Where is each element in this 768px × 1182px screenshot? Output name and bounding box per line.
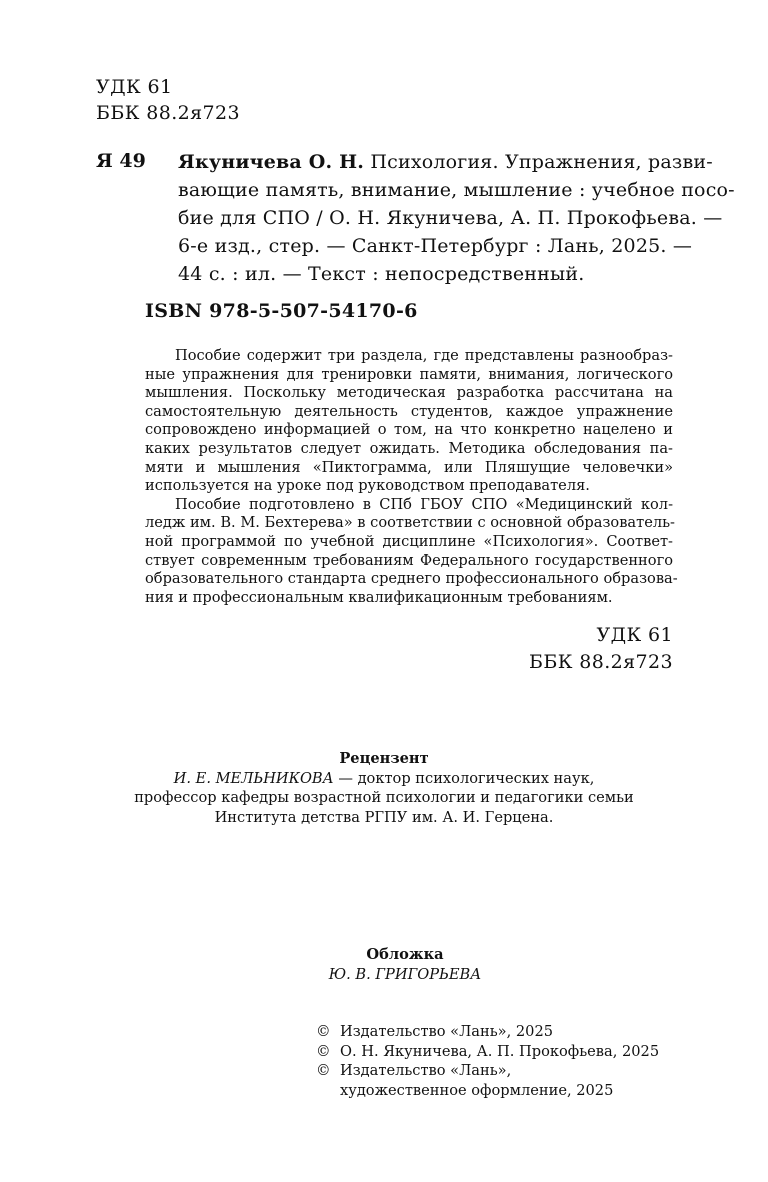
copyright-line: Издательство «Лань», 2025 bbox=[340, 1023, 554, 1040]
udk-code: УДК 61 bbox=[596, 624, 673, 646]
title-start: Психология. Упражнения, разви- bbox=[364, 151, 713, 173]
annotation bbox=[145, 347, 678, 607]
bibliographic-description bbox=[178, 148, 735, 288]
annotation-line: ные упражнения для тренировки памяти, внимания, логического bbox=[145, 365, 673, 383]
classification-header bbox=[96, 74, 240, 126]
annotation-line: ной программой по учебной дисциплине «Психология». Соответ- bbox=[145, 532, 673, 550]
author-sign: Я 49 bbox=[96, 150, 146, 172]
cover-heading: Обложка bbox=[366, 946, 444, 963]
isbn: ISBN 978-5-507-54170-6 bbox=[145, 300, 418, 322]
reviewer-heading: Рецензент bbox=[339, 750, 429, 767]
annotation-line: Пособие подготовлено в СПб ГБОУ СПО «Медицинский кол- bbox=[175, 495, 673, 513]
copyright-block bbox=[316, 1022, 659, 1100]
cover-artist: Ю. В. ГРИГОРЬЕВА bbox=[328, 965, 482, 983]
copyright-line: художественное оформление, 2025 bbox=[340, 1081, 614, 1099]
copyright-icon: © bbox=[316, 1062, 331, 1080]
annotation-line: мышления. Поскольку методическая разработка рассчитана на bbox=[145, 384, 673, 402]
bbk-code: ББК 88.2я723 bbox=[528, 651, 673, 673]
reviewer-title: — доктор психологических наук, bbox=[333, 769, 595, 787]
biblio-line: вающие память, внимание, мышление : учебное посо- bbox=[178, 179, 735, 201]
annotation-line: ледж им. В. М. Бехтерева» в соответствии с основной образователь- bbox=[145, 514, 675, 532]
annotation-line: самостоятельную деятельность студентов, каждое упражнение bbox=[145, 402, 673, 420]
annotation-line: Пособие содержит три раздела, где представлены разнообраз- bbox=[175, 347, 673, 364]
copyright-line: Издательство «Лань», bbox=[340, 1062, 512, 1080]
biblio-line: бие для СПО / О. Н. Якуничева, А. П. Прокофьева. — bbox=[178, 207, 723, 229]
cover-block bbox=[240, 945, 570, 984]
biblio-line: 6-е изд., стер. — Санкт-Петербург : Лань, 2025. — bbox=[178, 235, 693, 257]
biblio-line: 44 с. : ил. — Текст : непосредственный. bbox=[178, 263, 585, 285]
reviewer-name: И. Е. МЕЛЬНИКОВА bbox=[173, 769, 334, 787]
annotation-line: ствует современным требованиям Федерального государственного bbox=[145, 551, 673, 569]
copyright-line: О. Н. Якуничева, А. П. Прокофьева, 2025 bbox=[340, 1042, 660, 1060]
copyright-icon: © bbox=[316, 1023, 331, 1040]
udk-code: УДК 61 bbox=[96, 76, 173, 98]
annotation-line: ния и профессиональным квалификационным требованиям. bbox=[145, 588, 613, 606]
annotation-line: используется на уроке под руководством преподавателя. bbox=[145, 477, 590, 495]
reviewer-institution: Института детства РГПУ им. А. И. Герцена. bbox=[214, 808, 554, 826]
annotation-line: образовательного стандарта среднего профессионального образова- bbox=[145, 570, 678, 588]
reviewer-block bbox=[100, 749, 668, 827]
classification-footer bbox=[500, 622, 673, 676]
reviewer-position: профессор кафедры возрастной психологии и педагогики семьи bbox=[134, 789, 634, 807]
copyright-icon: © bbox=[316, 1042, 331, 1060]
bbk-code: ББК 88.2я723 bbox=[96, 102, 241, 124]
author-name: Якуничева О. Н. bbox=[178, 151, 365, 173]
annotation-line: сопровождено информацией о том, на что конкретно нацелено и bbox=[145, 421, 673, 439]
annotation-line: мяти и мышления «Пиктограмма, или Пляшущие человечки» bbox=[145, 458, 673, 476]
annotation-line: каких результатов следует ожидать. Методика обследования па- bbox=[145, 439, 673, 457]
